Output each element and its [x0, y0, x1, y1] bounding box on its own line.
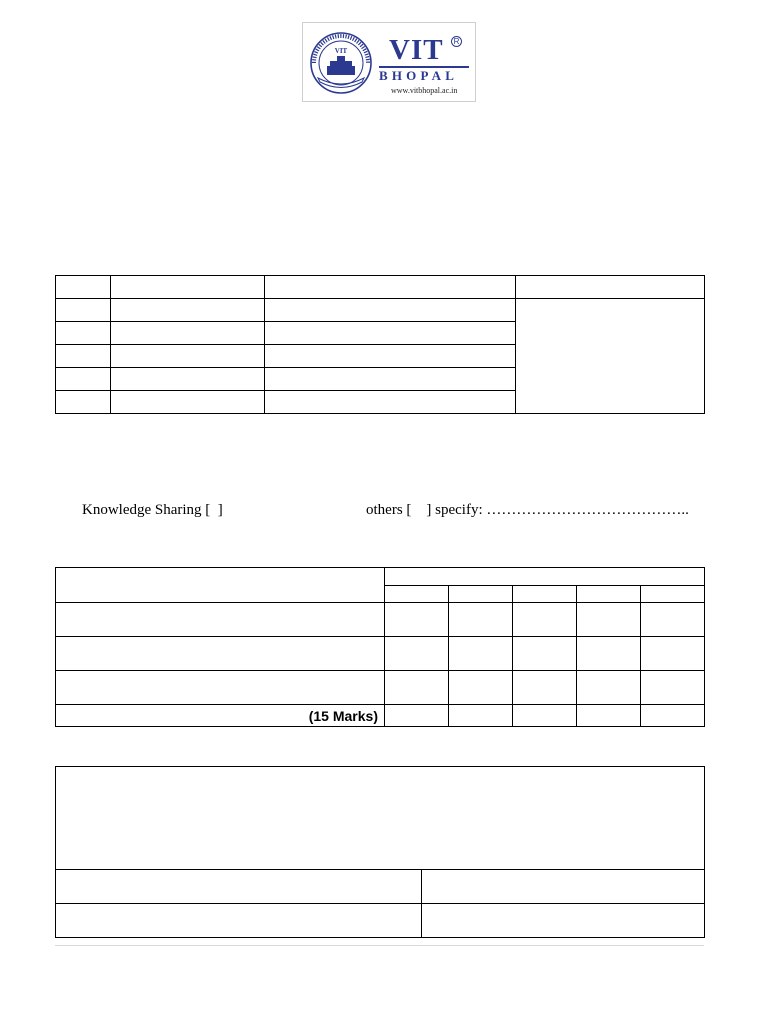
table-row	[56, 767, 705, 870]
criteria-cell	[56, 671, 385, 705]
table-cell[interactable]	[56, 345, 111, 368]
table-cell[interactable]	[111, 345, 265, 368]
table-row	[56, 705, 705, 727]
others-option[interactable]: others [ ] specify: …………………………………..	[366, 502, 689, 518]
table-cell[interactable]	[265, 299, 516, 322]
table-cell[interactable]	[516, 276, 705, 299]
table-cell[interactable]	[111, 368, 265, 391]
table-cell[interactable]	[265, 276, 516, 299]
total-cell[interactable]	[577, 705, 641, 727]
rating-cell[interactable]	[449, 671, 513, 705]
remarks-table	[55, 766, 705, 938]
rating-cell[interactable]	[513, 671, 577, 705]
rating-cell[interactable]	[577, 637, 641, 671]
signature-cell[interactable]	[422, 870, 705, 904]
registered-mark: R	[451, 36, 462, 47]
rating-scale-cell	[641, 585, 705, 603]
table-cell[interactable]	[265, 368, 516, 391]
table-row	[56, 568, 705, 586]
rating-scale-cell	[577, 585, 641, 603]
table-cell[interactable]	[111, 299, 265, 322]
table-cell[interactable]	[265, 322, 516, 345]
remarks-box[interactable]	[56, 767, 705, 870]
date-cell[interactable]	[56, 904, 422, 938]
table-cell[interactable]	[56, 299, 111, 322]
table-cell[interactable]	[56, 276, 111, 299]
total-cell[interactable]	[385, 705, 449, 727]
institute-logo	[302, 22, 476, 102]
rating-scale-cell	[513, 585, 577, 603]
table-row	[56, 603, 705, 637]
date-cell[interactable]	[422, 904, 705, 938]
rating-scale-cell	[449, 585, 513, 603]
rating-cell[interactable]	[577, 603, 641, 637]
website-url: www.vitbhopal.ac.in	[391, 86, 458, 95]
rating-cell[interactable]	[641, 671, 705, 705]
table-row	[56, 637, 705, 671]
table-cell[interactable]	[265, 345, 516, 368]
rating-cell[interactable]	[513, 637, 577, 671]
rating-cell[interactable]	[513, 603, 577, 637]
table-row	[56, 276, 705, 299]
total-cell[interactable]	[449, 705, 513, 727]
rating-scale-cell	[385, 585, 449, 603]
signature-cell[interactable]	[56, 870, 422, 904]
criteria-cell	[56, 637, 385, 671]
rating-cell[interactable]	[385, 603, 449, 637]
rating-cell[interactable]	[641, 603, 705, 637]
criteria-header-cell	[56, 568, 385, 603]
rating-header-cell	[385, 568, 705, 586]
rating-cell[interactable]	[577, 671, 641, 705]
table-row	[56, 870, 705, 904]
table-cell[interactable]	[111, 276, 265, 299]
seal-label: VIT	[334, 47, 348, 55]
knowledge-sharing-option[interactable]: Knowledge Sharing [ ]	[82, 502, 223, 518]
rating-cell[interactable]	[449, 637, 513, 671]
table-row	[56, 904, 705, 938]
rating-cell[interactable]	[641, 637, 705, 671]
table-cell[interactable]	[56, 391, 111, 414]
rating-cell[interactable]	[385, 671, 449, 705]
table-row	[56, 299, 705, 322]
table-cell[interactable]	[111, 322, 265, 345]
table-cell[interactable]	[111, 391, 265, 414]
total-cell[interactable]	[641, 705, 705, 727]
merged-cell[interactable]	[516, 299, 705, 414]
table-cell[interactable]	[56, 322, 111, 345]
institute-seal-icon	[310, 32, 372, 94]
campus-name: BHOPAL	[379, 68, 459, 83]
details-table	[55, 275, 705, 414]
wordmark	[377, 35, 473, 99]
brand-name: VIT	[389, 34, 444, 66]
table-cell[interactable]	[56, 368, 111, 391]
total-marks-label: (15 Marks)	[56, 705, 385, 727]
total-cell[interactable]	[513, 705, 577, 727]
rating-table	[55, 567, 705, 727]
table-cell[interactable]	[265, 391, 516, 414]
rating-cell[interactable]	[449, 603, 513, 637]
footer-divider	[55, 945, 704, 946]
rating-cell[interactable]	[385, 637, 449, 671]
table-row	[56, 671, 705, 705]
criteria-cell	[56, 603, 385, 637]
